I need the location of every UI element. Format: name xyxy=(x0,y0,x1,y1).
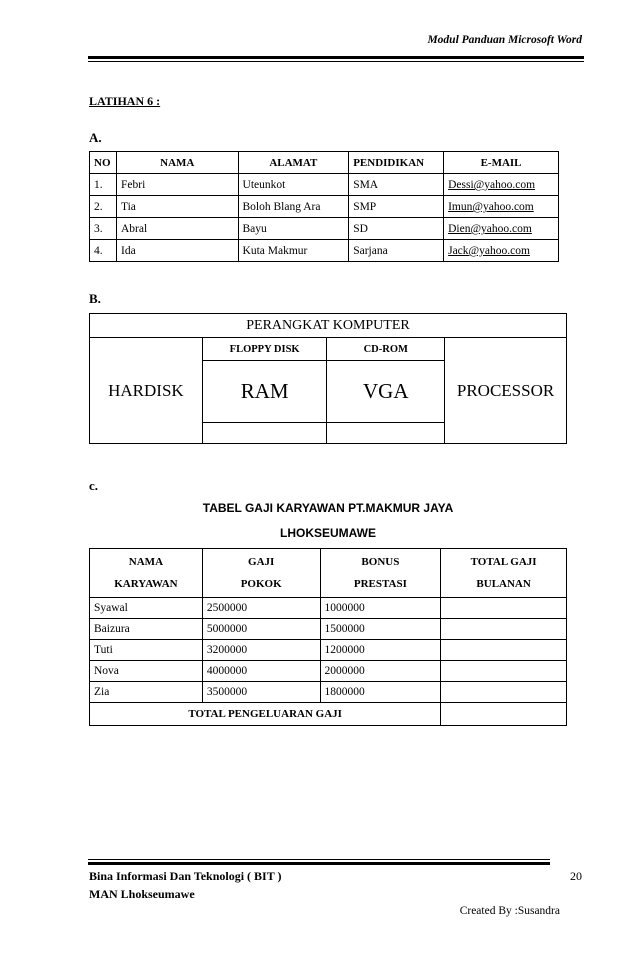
header-title: Modul Panduan Microsoft Word xyxy=(427,34,582,46)
table-title-cell: PERANGKAT KOMPUTER xyxy=(90,314,567,338)
table-cell xyxy=(441,598,567,619)
table-cell: 1000000 xyxy=(320,598,441,619)
header-cell: PENDIDIKAN xyxy=(349,152,444,174)
header-cell xyxy=(441,549,567,598)
table-cell: 3500000 xyxy=(202,682,320,703)
table-cell: Tuti xyxy=(90,640,203,661)
total-label: TOTAL PENGELUARAN GAJI xyxy=(90,703,441,726)
table-cell: FLOPPY DISK xyxy=(202,338,327,361)
email-link[interactable]: Imun@yahoo.com xyxy=(444,196,559,218)
table-cell: Sarjana xyxy=(349,240,444,262)
table-row xyxy=(90,619,567,640)
table-cell: Zia xyxy=(90,682,203,703)
header-cell xyxy=(90,549,203,598)
table-cell: 1200000 xyxy=(320,640,441,661)
table-cell: 1800000 xyxy=(320,682,441,703)
salary-table-subtitle: LHOKSEUMAWE xyxy=(280,526,376,540)
header-cell: ALAMAT xyxy=(238,152,349,174)
email-link[interactable]: Dessi@yahoo.com xyxy=(444,174,559,196)
table-cell: Febri xyxy=(116,174,238,196)
table-row xyxy=(90,640,567,661)
table-row xyxy=(90,661,567,682)
table-cell: 2500000 xyxy=(202,598,320,619)
header-cell: E-MAIL xyxy=(444,152,559,174)
table-cell: Baizura xyxy=(90,619,203,640)
table-cell: Uteunkot xyxy=(238,174,349,196)
salary-table xyxy=(89,548,567,726)
footer-school: MAN Lhokseumawe xyxy=(89,887,195,901)
header-cell xyxy=(202,549,320,598)
header-cell: NAMA xyxy=(116,152,238,174)
table-cell: Ida xyxy=(116,240,238,262)
footer-institution: Bina Informasi Dan Teknologi ( BIT ) xyxy=(89,869,282,883)
table-header-row xyxy=(90,152,559,174)
table-cell: 2000000 xyxy=(320,661,441,682)
table-cell xyxy=(441,619,567,640)
header-line: PRESTASI xyxy=(353,578,407,590)
table-cell: 1500000 xyxy=(320,619,441,640)
table-cell: Nova xyxy=(90,661,203,682)
total-row xyxy=(90,703,567,726)
header-line: KARYAWAN xyxy=(114,578,178,590)
table-row xyxy=(90,598,567,619)
salary-table-title: TABEL GAJI KARYAWAN PT.MAKMUR JAYA xyxy=(202,501,454,515)
table-row xyxy=(90,338,567,361)
header-rule xyxy=(88,56,584,59)
student-table xyxy=(89,151,559,262)
email-link[interactable]: Jack@yahoo.com xyxy=(444,240,559,262)
table-cell: PROCESSOR xyxy=(445,338,567,444)
footer-rule xyxy=(88,862,550,865)
section-a-label: A. xyxy=(89,130,102,145)
footer-rule-thin xyxy=(88,859,550,860)
header-cell xyxy=(320,549,441,598)
table-cell xyxy=(441,682,567,703)
table-cell: HARDISK xyxy=(90,338,203,444)
header-line: NAMA xyxy=(128,556,164,568)
table-cell xyxy=(202,423,327,444)
table-cell: Syawal xyxy=(90,598,203,619)
table-row xyxy=(90,314,567,338)
header-line: POKOK xyxy=(240,578,282,590)
table-row xyxy=(90,174,559,196)
table-row xyxy=(90,218,559,240)
author-credit: Created By :Susandra xyxy=(459,905,560,917)
section-c-label: c. xyxy=(89,478,99,493)
page-number: 20 xyxy=(570,869,582,883)
table-cell: SMP xyxy=(349,196,444,218)
total-value-cell xyxy=(441,703,567,726)
table-cell xyxy=(327,423,445,444)
table-cell xyxy=(441,640,567,661)
table-cell: RAM xyxy=(202,361,327,423)
email-link[interactable]: Dien@yahoo.com xyxy=(444,218,559,240)
table-row xyxy=(90,240,559,262)
table-cell: Boloh Blang Ara xyxy=(238,196,349,218)
section-b-label: B. xyxy=(89,291,101,306)
table-cell: SMA xyxy=(349,174,444,196)
table-row xyxy=(90,682,567,703)
header-line: GAJI xyxy=(248,556,275,568)
header-line: TOTAL GAJI xyxy=(470,556,537,568)
header-line: BONUS xyxy=(361,556,400,568)
table-cell: 4000000 xyxy=(202,661,320,682)
table-cell: VGA xyxy=(327,361,445,423)
table-row xyxy=(90,196,559,218)
table-cell: 5000000 xyxy=(202,619,320,640)
table-cell: 1. xyxy=(90,174,117,196)
header-cell: NO xyxy=(90,152,117,174)
table-cell: 3. xyxy=(90,218,117,240)
table-cell: CD-ROM xyxy=(327,338,445,361)
exercise-title: LATIHAN 6 : xyxy=(89,94,161,108)
table-cell: 4. xyxy=(90,240,117,262)
table-cell: SD xyxy=(349,218,444,240)
table-cell: 2. xyxy=(90,196,117,218)
header-line: BULANAN xyxy=(476,578,531,590)
table-cell: Tia xyxy=(116,196,238,218)
table-cell: 3200000 xyxy=(202,640,320,661)
table-cell xyxy=(441,661,567,682)
computer-table xyxy=(89,313,567,444)
header-rule-thin xyxy=(88,61,584,62)
table-cell: Kuta Makmur xyxy=(238,240,349,262)
table-header-row xyxy=(90,549,567,598)
table-cell: Bayu xyxy=(238,218,349,240)
table-cell: Abral xyxy=(116,218,238,240)
